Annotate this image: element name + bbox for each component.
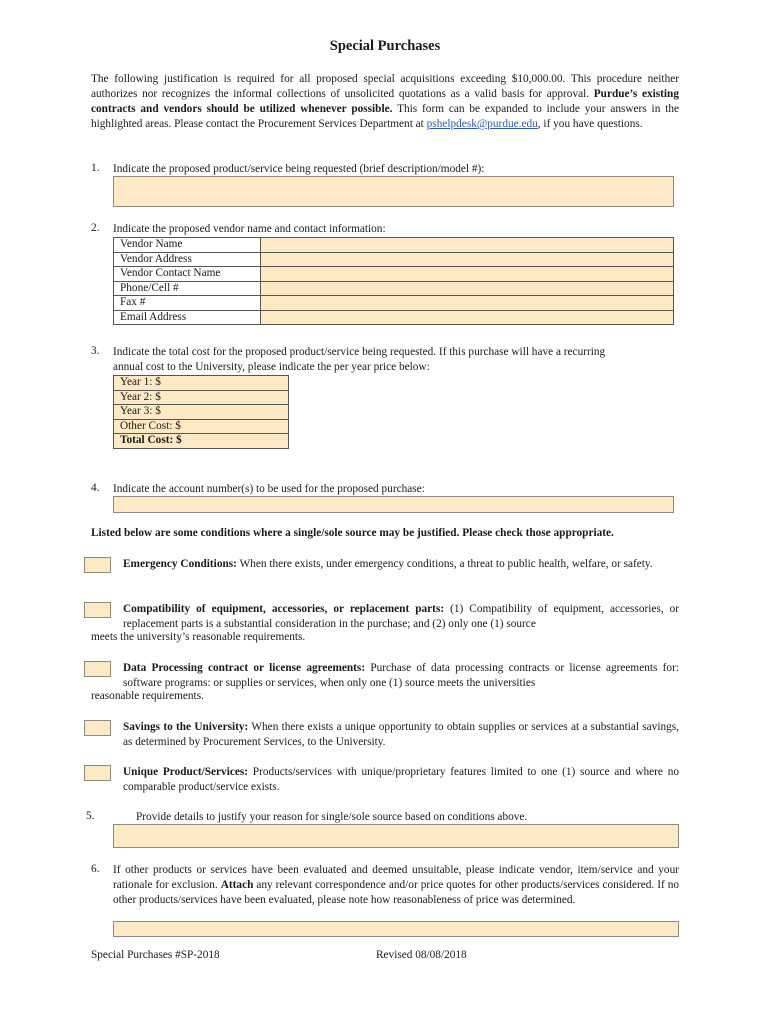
cost-table bbox=[113, 375, 289, 449]
condition-compatibility bbox=[123, 602, 679, 632]
condition-title: Emergency Conditions: bbox=[123, 558, 237, 570]
condition-data-processing bbox=[123, 661, 679, 691]
page-title: Special Purchases bbox=[329, 38, 441, 54]
condition-tail: reasonable requirements. bbox=[91, 690, 204, 702]
vendor-row bbox=[114, 281, 674, 296]
vendor-fax-field[interactable] bbox=[261, 296, 674, 311]
q5-text: Provide details to justify your reason for single/sole source based on conditions above. bbox=[136, 811, 528, 823]
condition-tail: meets the university’s reasonable requirements. bbox=[91, 631, 306, 643]
alternatives-field[interactable] bbox=[113, 921, 679, 937]
condition-title: Data Processing contract or license agreements: bbox=[123, 662, 366, 674]
intro-text-2: This form can be expanded to include your answers in the highlighted areas. Please contact the Procurement Services Department at bbox=[91, 103, 679, 130]
footer-form-id: Special Purchases #SP-2018 bbox=[91, 949, 220, 961]
vendor-address-field[interactable] bbox=[261, 252, 674, 267]
emergency-checkbox[interactable] bbox=[84, 557, 111, 573]
vendor-row bbox=[114, 296, 674, 311]
data-processing-checkbox[interactable] bbox=[84, 661, 111, 677]
vendor-row bbox=[114, 252, 674, 267]
q6-bold: Attach bbox=[220, 879, 254, 891]
condition-text: (1) Compatibility of equipment, accessories, or replacement parts is a substantial consideration in the purchase; and (2) only one (1) source bbox=[123, 603, 680, 630]
condition-savings bbox=[123, 720, 679, 750]
vendor-row bbox=[114, 310, 674, 325]
vendor-label: Email Address bbox=[114, 310, 261, 325]
q1-text: Indicate the proposed product/service being requested (brief description/model #): bbox=[113, 163, 485, 175]
q4-text: Indicate the account number(s) to be used for the proposed purchase: bbox=[113, 483, 425, 495]
vendor-phone-field[interactable] bbox=[261, 281, 674, 296]
q4-number: 4. bbox=[91, 482, 100, 494]
vendor-label: Vendor Address bbox=[114, 252, 261, 267]
intro-bold: Purdue’s existing contracts and vendors should be utilized whenever possible. bbox=[91, 88, 679, 115]
intro-paragraph bbox=[91, 72, 679, 132]
vendor-email-field[interactable] bbox=[261, 310, 674, 325]
q6-text-1: If other products or services have been evaluated and deemed unsuitable, please indicate vendor, item/service and your rationale for exclusion. bbox=[113, 864, 679, 891]
helpdesk-email-link[interactable]: pshelpdesk@purdue.edu bbox=[426, 118, 538, 130]
total-cost-field[interactable]: Total Cost: $ bbox=[114, 434, 289, 449]
condition-emergency bbox=[123, 557, 679, 572]
account-number-field[interactable] bbox=[113, 496, 674, 513]
compatibility-checkbox[interactable] bbox=[84, 602, 111, 618]
footer-revised-date: Revised 08/08/2018 bbox=[376, 949, 467, 961]
condition-title: Unique Product/Services: bbox=[123, 766, 249, 778]
vendor-table bbox=[113, 237, 674, 325]
q3-line2: annual cost to the University, please indicate the per year price below: bbox=[113, 361, 430, 373]
condition-text: Products/services with unique/proprietary features limited to one (1) source and where no comparable product/service exists. bbox=[123, 766, 680, 793]
vendor-name-field[interactable] bbox=[261, 238, 674, 253]
vendor-label: Vendor Name bbox=[114, 238, 261, 253]
q6-text bbox=[113, 863, 679, 908]
condition-text: Purchase of data processing contracts or license agreements for: software programs: or supplies or services, when only one (1) source meets the universities bbox=[123, 662, 679, 689]
intro-text-1: The following justification is required for all proposed special acquisitions exceeding $10,000.00. This procedure neither authorizes nor recognizes the informal collections of unsolicited quotations as a valid basis for approval. bbox=[91, 73, 679, 100]
q2-text: Indicate the proposed vendor name and contact information: bbox=[113, 223, 386, 235]
q5-number: 5. bbox=[86, 810, 95, 822]
vendor-contact-field[interactable] bbox=[261, 267, 674, 282]
unique-product-checkbox[interactable] bbox=[84, 765, 111, 781]
condition-unique-product bbox=[123, 765, 679, 795]
year2-cost-field[interactable]: Year 2: $ bbox=[114, 390, 289, 405]
savings-checkbox[interactable] bbox=[84, 720, 111, 736]
q3-line1: Indicate the total cost for the proposed product/service being requested. If this purchase will have a recurring bbox=[113, 346, 606, 358]
condition-title: Compatibility of equipment, accessories, or replacement parts: bbox=[123, 603, 445, 615]
q6-text-2: any relevant correspondence and/or price quotes for other products/services considered. If no other products/services have been evaluated, please note how reasonableness of price was determined. bbox=[113, 879, 679, 906]
q3-number: 3. bbox=[91, 345, 100, 357]
vendor-row bbox=[114, 267, 674, 282]
q2-number: 2. bbox=[91, 222, 100, 234]
justification-field[interactable] bbox=[113, 824, 679, 848]
condition-text: When there exists, under emergency conditions, a threat to public health, welfare, or safety. bbox=[236, 558, 653, 570]
q1-number: 1. bbox=[91, 162, 100, 174]
intro-text-3: , if you have questions. bbox=[537, 118, 643, 130]
other-cost-field[interactable]: Other Cost: $ bbox=[114, 419, 289, 434]
vendor-label: Vendor Contact Name bbox=[114, 267, 261, 282]
vendor-row bbox=[114, 238, 674, 253]
condition-text: When there exists a unique opportunity to obtain supplies or services at a substantial savings, as determined by Procurement Services, to the University. bbox=[123, 721, 679, 748]
q6-number: 6. bbox=[91, 863, 100, 875]
conditions-heading: Listed below are some conditions where a single/sole source may be justified. Please check those appropriate. bbox=[91, 527, 614, 539]
condition-title: Savings to the University: bbox=[123, 721, 249, 733]
vendor-label: Fax # bbox=[114, 296, 261, 311]
product-description-field[interactable] bbox=[113, 176, 674, 207]
year3-cost-field[interactable]: Year 3: $ bbox=[114, 405, 289, 420]
year1-cost-field[interactable]: Year 1: $ bbox=[114, 376, 289, 391]
vendor-label: Phone/Cell # bbox=[114, 281, 261, 296]
